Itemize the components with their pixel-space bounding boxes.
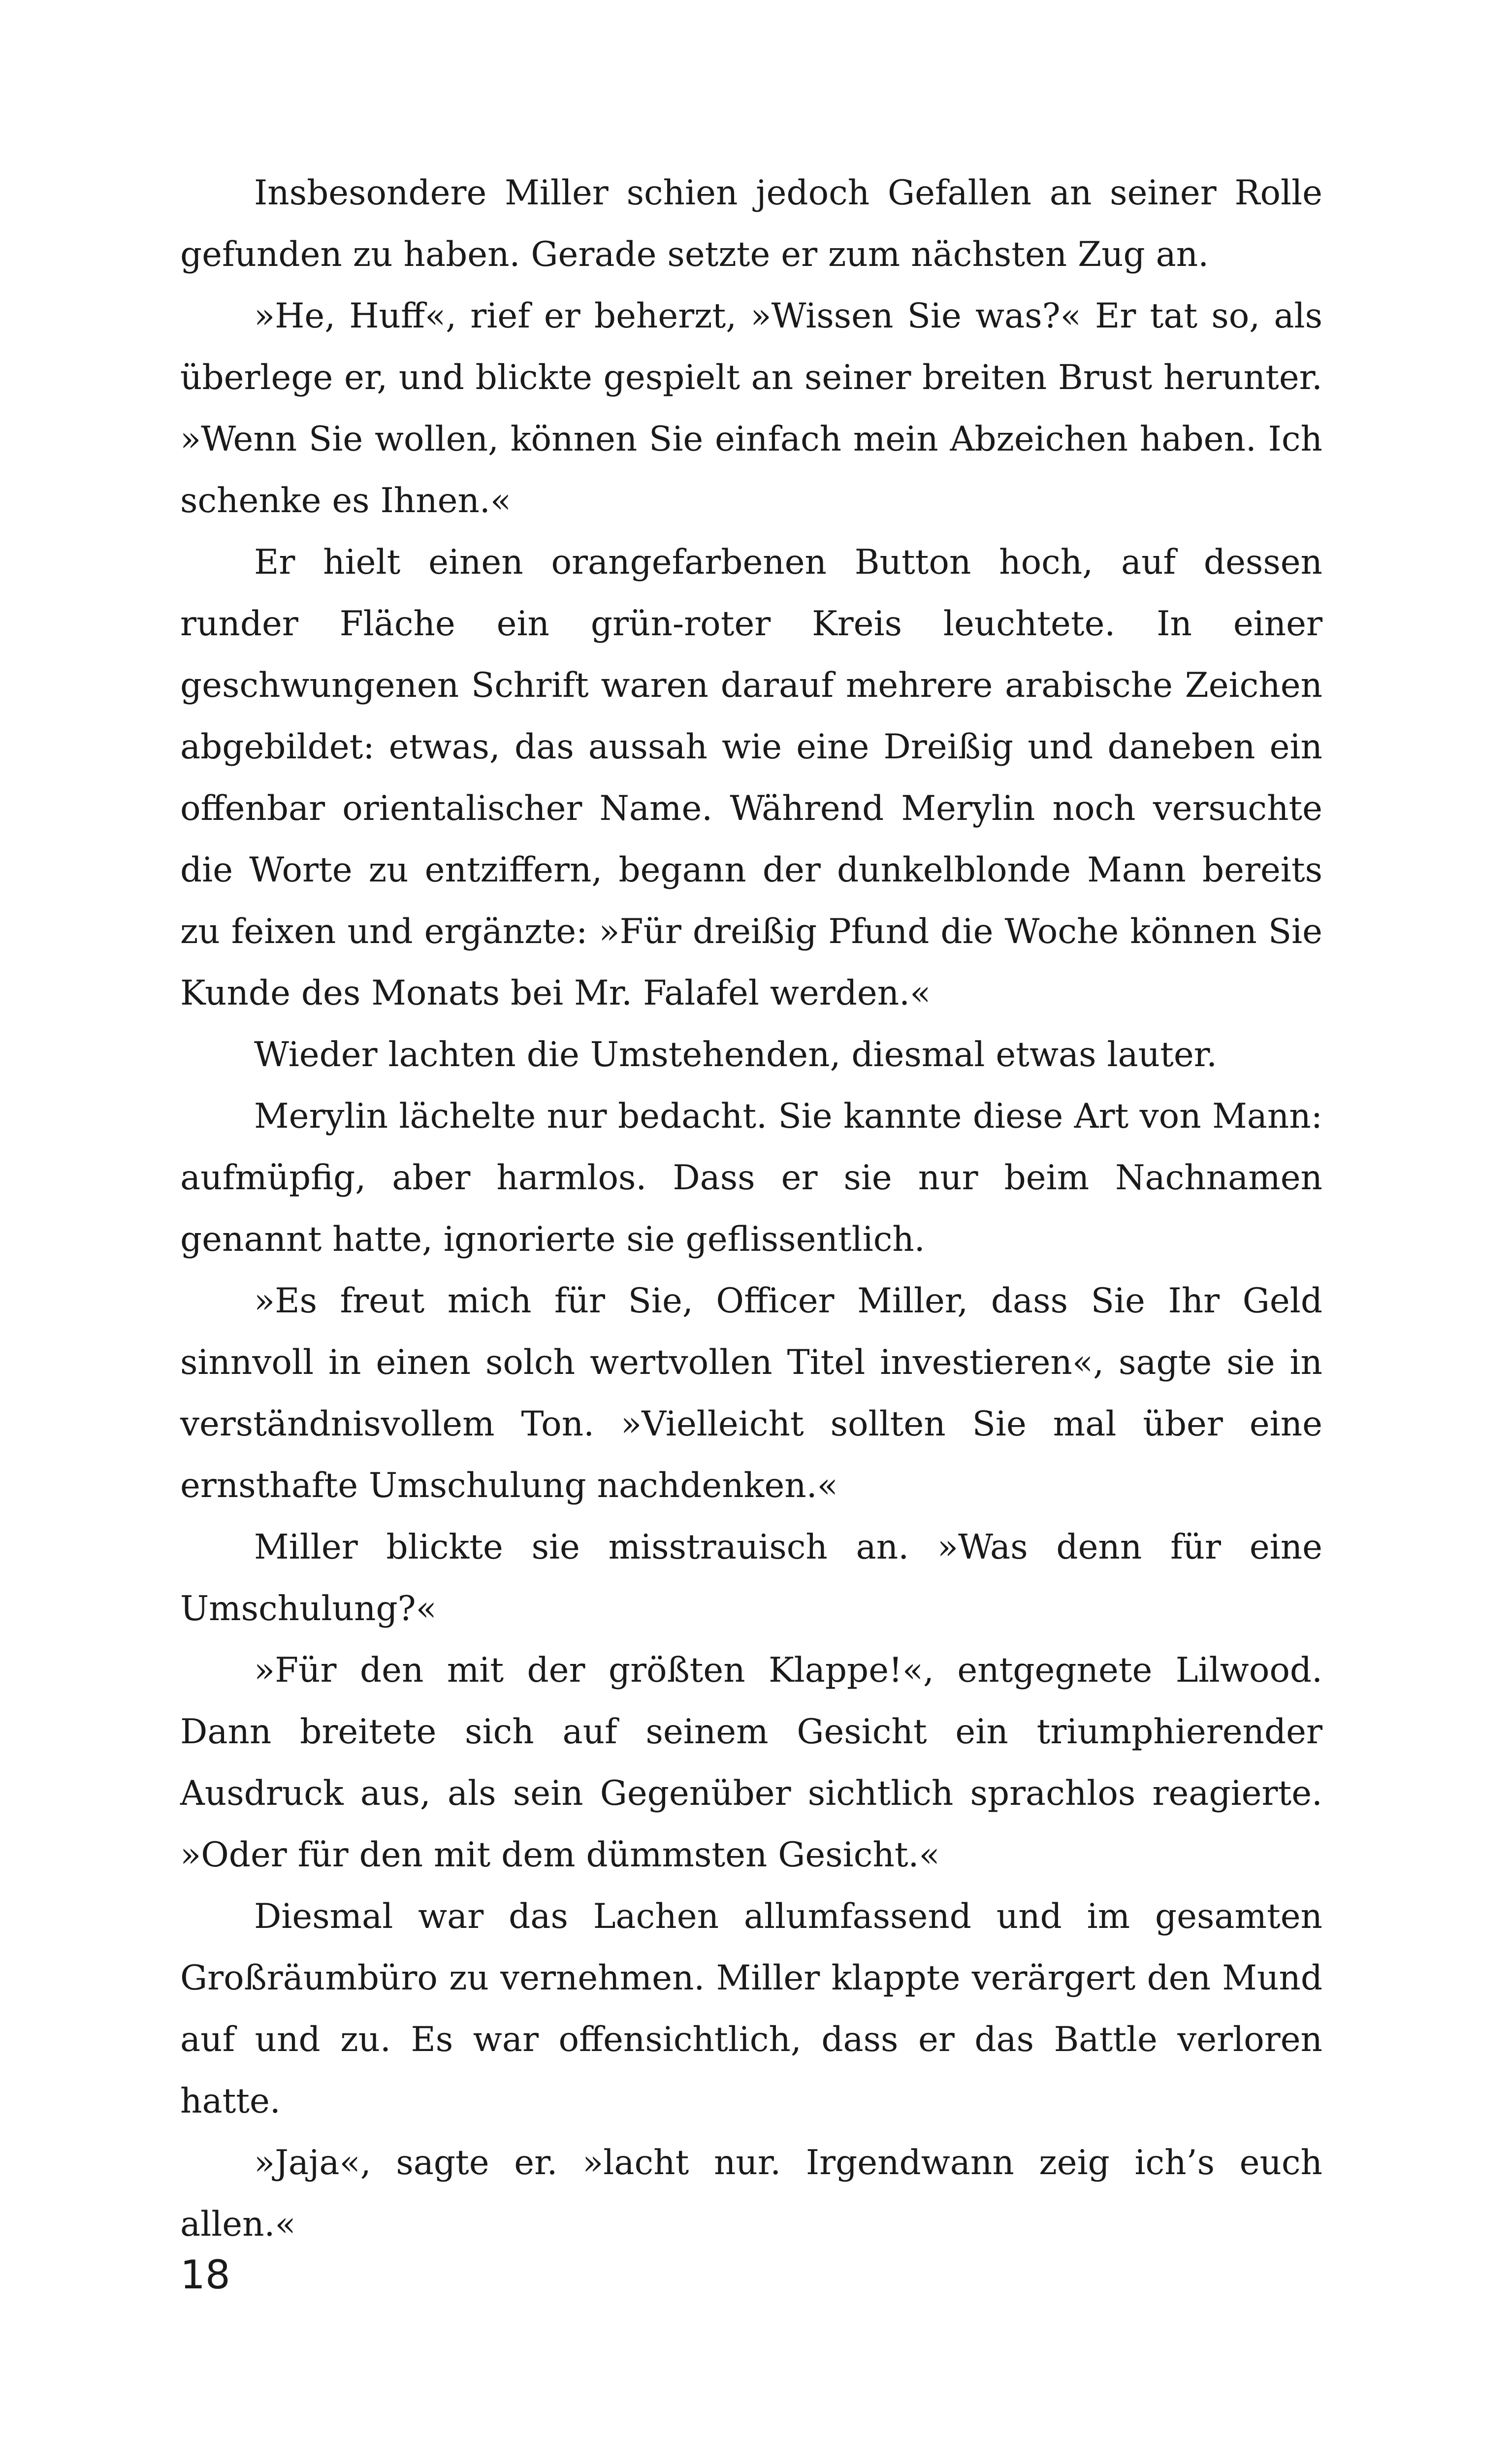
paragraph: Merylin lächelte nur bedacht. Sie kannte diese Art von Mann: aufmüpfig, aber harmlos. Dass er sie nur beim Nachnamen genannt hatte, ignorierte sie geflissentlich. <box>180 1097 1322 1259</box>
paragraph: Diesmal war das Lachen allumfassend und im gesamten Großräumbüro zu vernehmen. Miller klappte verärgert den Mund auf und zu. Es war offensichtlich, dass er das Battle verloren hatte. <box>180 1897 1322 2121</box>
paragraph: Er hielt einen orangefarbenen Button hoch, auf dessen runder Fläche ein grün-roter Kreis leuchtete. In einer geschwungenen Schrift waren darauf mehrere arabische Zeichen abgebildet: etwas, das aussah wie eine Dreißig und daneben ein offenbar orientalischer Name. Während Merylin noch versuchte die Worte zu entziffern, begann der dunkelblonde Mann bereits zu feixen und ergänzte: »Für dreißig Pfund die Woche können Sie Kunde des Monats bei Mr. Falafel werden.« <box>180 543 1322 1013</box>
paragraph: »Es freut mich für Sie, Officer Miller, dass Sie Ihr Geld sinnvoll in einen solch wertvollen Titel investieren«, sagte sie in verständnisvollem Ton. »Vielleicht sollten Sie mal über eine ernsthafte Umschulung nachdenken.« <box>180 1281 1322 1505</box>
paragraph: Insbesondere Miller schien jedoch Gefallen an seiner Rolle gefunden zu haben. Gerade setzte er zum nächsten Zug an. <box>180 173 1322 274</box>
page-number: 18 <box>180 2252 230 2298</box>
paragraph: »Jaja«, sagte er. »lacht nur. Irgendwann zeig ich’s euch allen.« <box>180 2143 1322 2244</box>
paragraph: »He, Huff«, rief er beherzt, »Wissen Sie was?« Er tat so, als überlege er, und blickte gespielt an seiner breiten Brust herunter. »Wenn Sie wollen, können Sie einfach mein Abzeichen haben. Ich schenke es Ihnen.« <box>180 296 1322 521</box>
body-text <box>180 163 1322 2255</box>
paragraph: »Für den mit der größten Klappe!«, entgegnete Lilwood. Dann breitete sich auf seinem Gesicht ein triumphierender Ausdruck aus, als sein Gegenüber sichtlich sprachlos reagierte. »Oder für den mit dem dümmsten Gesicht.« <box>180 1651 1322 1875</box>
paragraph: Miller blickte sie misstrauisch an. »Was denn für eine Umschulung?« <box>180 1528 1322 1629</box>
paragraph: Wieder lachten die Umstehenden, diesmal etwas lauter. <box>254 1035 1218 1075</box>
